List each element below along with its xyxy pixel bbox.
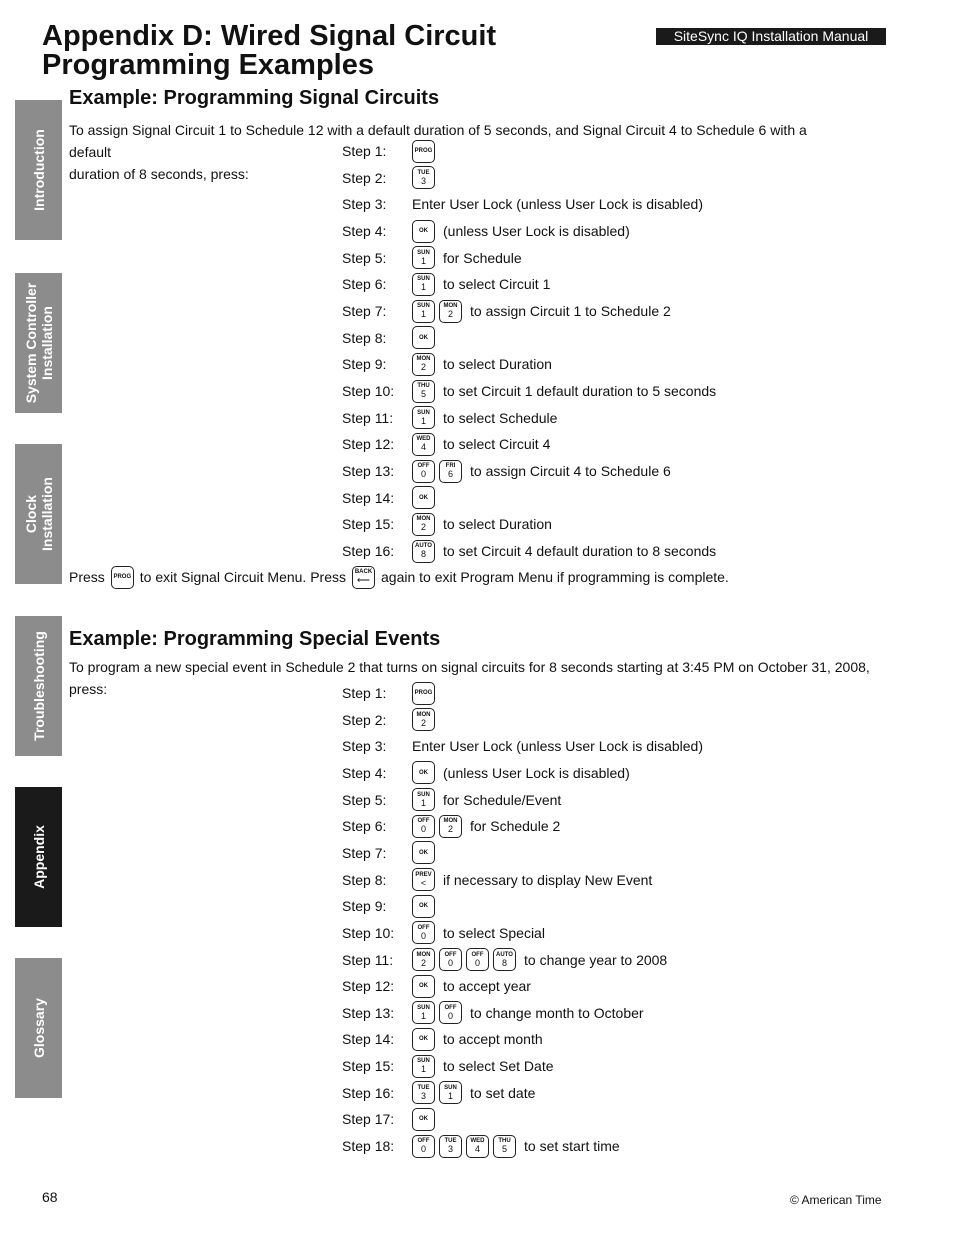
back-key [352, 566, 375, 589]
step-keys [412, 300, 462, 323]
step-keys [412, 1055, 435, 1078]
step-keys [412, 1001, 462, 1024]
step-text: for Schedule [443, 249, 522, 266]
keypad-key [412, 1135, 435, 1158]
step-keys [412, 682, 435, 705]
sidebar-tab-label-line: Clock [22, 494, 39, 534]
key-top-label: OFF [417, 924, 430, 931]
step-text: (unless User Lock is disabled) [443, 223, 630, 239]
step-text: to set Circuit 4 default duration to 8 seconds [443, 543, 717, 560]
step-row [342, 840, 435, 866]
step-label: Step 13: [342, 1004, 395, 1021]
sidebar-tab[interactable] [15, 787, 62, 927]
keypad-key [412, 1081, 435, 1104]
sidebar-tab-label [23, 477, 55, 551]
sidebar-tab-label [31, 825, 47, 889]
step-text: to assign Circuit 1 to Schedule 2 [470, 303, 671, 320]
step-label: Step 8: [342, 329, 387, 346]
step-label: Step 3: [342, 738, 387, 755]
keypad-key [439, 1135, 462, 1158]
step-row [342, 973, 531, 999]
key-top-label: SUN [417, 276, 430, 283]
step-row [342, 538, 716, 564]
page-title-line1: Appendix D: Wired Signal Circuit [42, 20, 497, 52]
key-top-label: OFF [417, 1138, 430, 1145]
keypad-key [412, 220, 435, 243]
step-label: Step 11: [342, 951, 394, 968]
step-text: to select Duration [443, 516, 552, 533]
step-text: to accept year [443, 978, 531, 995]
key-top-label: OK [419, 1036, 428, 1043]
keypad-key [412, 460, 435, 483]
step-row [342, 707, 435, 733]
key-bottom-label: 1 [420, 415, 426, 426]
step-label: Step 2: [342, 169, 387, 186]
key-bottom-label: 4 [474, 1144, 480, 1155]
step-text: to select Circuit 4 [443, 436, 551, 453]
keypad-key [412, 353, 435, 376]
step-text: to select Set Date [443, 1058, 554, 1075]
key-top-label: PROG [113, 574, 132, 580]
keypad-key [439, 815, 462, 838]
step-keys [412, 841, 435, 864]
key-bottom-label: 0 [420, 824, 426, 835]
key-bottom-label: 1 [420, 255, 426, 266]
step-keys [412, 1135, 516, 1158]
key-bottom-label: 2 [420, 522, 426, 533]
key-bottom-label: 1 [420, 309, 426, 320]
step-label: Step 8: [342, 871, 387, 888]
step-label: Step 15: [342, 1058, 395, 1075]
keypad-key [412, 948, 435, 971]
step-text: to change month to October [470, 1004, 644, 1021]
section-heading-signal-circuits: Example: Programming Signal Circuits [69, 87, 440, 109]
keypad-key [412, 433, 435, 456]
step-text: to set Circuit 1 default duration to 5 seconds [443, 383, 717, 400]
step-label: Step 3: [342, 196, 387, 213]
step-row [342, 760, 630, 786]
key-top-label: THU [498, 1138, 511, 1145]
step-label: Step 6: [342, 818, 387, 835]
step-keys [412, 380, 435, 403]
key-bottom-label: 1 [447, 1090, 453, 1101]
step-label: Step 16: [342, 1084, 395, 1101]
keypad-key [412, 788, 435, 811]
key-top-label: OK [419, 1116, 428, 1123]
step-keys [412, 486, 435, 509]
key-bottom-label: < [420, 877, 427, 888]
key-bottom-label: 2 [420, 957, 426, 968]
step-text: to select Special [443, 924, 545, 941]
key-top-label: WED [470, 1138, 485, 1145]
key-top-label: SUN [417, 409, 430, 416]
keypad-key [412, 140, 435, 163]
keypad-key [412, 1055, 435, 1078]
keypad-key [412, 841, 435, 864]
keypad-key [412, 513, 435, 536]
key-bottom-label: 0 [420, 930, 426, 941]
step-text: to select Duration [443, 356, 552, 373]
step-keys [412, 1081, 462, 1104]
key-bottom-label: 3 [420, 175, 426, 186]
step-row [342, 218, 630, 244]
step-row [342, 1133, 620, 1159]
key-top-label: MON [416, 951, 431, 958]
key-top-label: OK [419, 494, 428, 501]
step-row [342, 733, 703, 759]
key-top-label: SUN [417, 791, 430, 798]
step-keys [412, 246, 435, 269]
step-keys [412, 1108, 435, 1131]
key-bottom-label: ⟵ [357, 575, 370, 585]
key-bottom-label: 1 [420, 1064, 426, 1075]
step-text: if necessary to display New Event [443, 871, 653, 888]
key-top-label: SUN [417, 1058, 430, 1065]
key-bottom-label: 1 [420, 1010, 426, 1021]
key-bottom-label: 0 [420, 469, 426, 480]
step-row [342, 271, 550, 297]
sidebar-tab[interactable] [15, 444, 62, 584]
keypad-key [412, 921, 435, 944]
step-keys [412, 460, 462, 483]
keypad-key [439, 948, 462, 971]
key-top-label: FRI [445, 463, 456, 470]
press-word: Press [69, 569, 105, 585]
step-keys [412, 1028, 435, 1051]
step-row [342, 405, 557, 431]
key-top-label: TUE [417, 169, 430, 176]
key-bottom-label: 2 [447, 824, 453, 835]
key-top-label: SUN [444, 1084, 457, 1091]
keypad-key [412, 540, 435, 563]
key-bottom-label: 0 [420, 1144, 426, 1155]
key-top-label: WED [416, 436, 431, 443]
keypad-key [412, 1001, 435, 1024]
key-top-label: THU [417, 383, 430, 390]
key-top-label: OK [419, 334, 428, 341]
step-label: Step 5: [342, 249, 387, 266]
step-keys [412, 868, 435, 891]
key-bottom-label: 0 [447, 1010, 453, 1021]
step-row [342, 325, 435, 351]
step-label: Step 9: [342, 356, 387, 373]
sidebar-tab[interactable] [15, 616, 62, 756]
step-label: Step 14: [342, 1031, 395, 1048]
step-label: Step 11: [342, 409, 394, 426]
step-label: Step 6: [342, 276, 387, 293]
keypad-key [412, 380, 435, 403]
step-row [342, 165, 435, 191]
page-number: 68 [42, 1189, 58, 1205]
step-row [342, 867, 652, 893]
key-top-label: MON [416, 711, 431, 718]
step-label: Step 15: [342, 516, 395, 533]
step-row [342, 947, 667, 973]
step-row [342, 1053, 554, 1079]
key-bottom-label: 6 [447, 469, 453, 480]
sidebar-tab[interactable] [15, 958, 62, 1098]
keypad-key [412, 761, 435, 784]
step-row [342, 1000, 644, 1026]
key-bottom-label: 3 [420, 1090, 426, 1101]
key-top-label: TUE [417, 1084, 430, 1091]
step-text: to select Schedule [443, 409, 558, 426]
step-keys [412, 975, 435, 998]
sidebar-tab-label-line: Installation [38, 477, 55, 551]
step-label: Step 2: [342, 711, 387, 728]
keypad-key [412, 868, 435, 891]
step-label: Step 7: [342, 844, 387, 861]
step-keys [412, 815, 462, 838]
exit-text-middle: to exit Signal Circuit Menu. Press [139, 569, 346, 585]
step-row [342, 787, 561, 813]
keypad-key [439, 1081, 462, 1104]
step-row [342, 138, 435, 164]
intro-line-1: To assign Signal Circuit 1 to Schedule 12 with a default duration of 5 seconds, and Signal Circuit 4 to Schedule 6 with a default [69, 122, 807, 160]
sidebar-tab-label [31, 631, 47, 741]
sidebar-tab-label-line: Glossary [30, 998, 47, 1058]
key-top-label: OFF [417, 463, 430, 470]
keypad-key [493, 948, 516, 971]
key-top-label: OK [419, 228, 428, 234]
step-keys [412, 513, 435, 536]
intro-line-2: duration of 8 seconds, press: [69, 166, 249, 182]
key-bottom-label: 5 [420, 389, 426, 400]
sidebar-tab[interactable] [15, 273, 62, 413]
keypad-key [412, 246, 435, 269]
key-top-label: SUN [417, 303, 430, 310]
key-top-label: AUTO [496, 951, 513, 958]
step-text: for Schedule 2 [470, 818, 561, 835]
sidebar-tab-label-line: System Controller [22, 282, 39, 404]
step-label: Step 4: [342, 764, 387, 781]
keypad-key [352, 566, 375, 589]
sidebar-tab-label [31, 998, 47, 1058]
step-keys [412, 353, 435, 376]
key-bottom-label: 1 [420, 282, 426, 293]
step-label: Step 4: [342, 223, 387, 239]
step-label: Step 16: [342, 543, 395, 560]
key-top-label: OFF [417, 818, 430, 825]
step-row [342, 245, 522, 271]
keypad-key [412, 486, 435, 509]
keypad-key [412, 326, 435, 349]
sidebar-tab-label-line: Appendix [30, 825, 47, 889]
keypad-key [439, 1001, 462, 1024]
special-events-intro: To program a new special event in Schedule 2 that turns on signal circuits for 8 seconds starting at 3:45 PM on October 31, 2008, press: [69, 659, 870, 697]
step-text: to set start time [524, 1138, 620, 1155]
step-keys [412, 166, 435, 189]
key-bottom-label: 2 [420, 362, 426, 373]
step-keys [412, 406, 435, 429]
step-row [342, 813, 560, 839]
key-top-label: OK [419, 849, 428, 856]
keypad-key [412, 1028, 435, 1051]
step-keys [412, 788, 435, 811]
key-top-label: PROG [414, 690, 433, 696]
step-label: Step 12: [342, 978, 395, 995]
key-top-label: OK [419, 769, 428, 776]
step-text: Enter User Lock (unless User Lock is disabled) [412, 738, 704, 755]
keypad-key [466, 948, 489, 971]
page-title [42, 22, 496, 80]
step-text: for Schedule/Event [443, 791, 562, 808]
step-label: Step 7: [342, 303, 387, 320]
sidebar-tab-label-line: Installation [38, 306, 55, 380]
key-top-label: TUE [444, 1138, 457, 1145]
step-text: to accept month [443, 1031, 543, 1048]
step-label: Step 9: [342, 898, 387, 915]
key-bottom-label: 4 [420, 442, 426, 453]
step-keys [412, 140, 435, 163]
key-bottom-label: 0 [474, 957, 480, 968]
step-keys [412, 708, 435, 731]
step-row [342, 511, 552, 537]
sidebar-tab-label [23, 283, 55, 404]
key-top-label: AUTO [415, 543, 432, 550]
keypad-key [466, 1135, 489, 1158]
step-keys [412, 326, 435, 349]
step-label: Step 18: [342, 1138, 395, 1155]
keypad-key [412, 815, 435, 838]
manual-title-badge: SiteSync IQ Installation Manual [656, 28, 886, 45]
step-row [342, 298, 671, 324]
key-top-label: BACK [354, 569, 373, 575]
step-text: to set date [470, 1084, 536, 1101]
keypad-key [412, 895, 435, 918]
step-label: Step 1: [342, 685, 387, 701]
copyright-notice: © American Time [790, 1193, 882, 1207]
key-bottom-label: 2 [420, 717, 426, 728]
sidebar-tab[interactable] [15, 100, 62, 240]
prog-key [111, 566, 134, 589]
keypad-key [412, 406, 435, 429]
sidebar-tab-label-line: Troubleshooting [30, 631, 47, 741]
step-row [342, 1026, 543, 1052]
key-top-label: MON [443, 303, 458, 310]
step-row [342, 680, 435, 706]
step-keys [412, 540, 435, 563]
signal-circuits-intro [69, 119, 829, 185]
keypad-key [412, 975, 435, 998]
keypad-key [111, 566, 134, 589]
key-bottom-label: 0 [447, 957, 453, 968]
key-top-label: OFF [444, 1004, 457, 1011]
keypad-key [439, 460, 462, 483]
step-label: Step 12: [342, 436, 395, 453]
key-top-label: SUN [417, 1004, 430, 1011]
step-row [342, 893, 435, 919]
key-top-label: MON [443, 818, 458, 825]
step-text: Enter User Lock (unless User Lock is disabled) [412, 196, 704, 213]
step-keys [412, 273, 435, 296]
step-text: (unless User Lock is disabled) [443, 764, 630, 781]
key-top-label: MON [416, 516, 431, 523]
step-label: Step 10: [342, 924, 395, 941]
exit-text-end: again to exit Program Menu if programming is complete. [381, 569, 729, 585]
step-keys [412, 220, 435, 243]
step-keys [412, 433, 435, 456]
step-row [342, 485, 435, 511]
step-label: Step 1: [342, 143, 387, 159]
step-row [342, 458, 671, 484]
step-row [342, 191, 703, 217]
key-top-label: PROG [414, 148, 433, 154]
step-label: Step 17: [342, 1111, 395, 1128]
sidebar-tab-label-line: Introduction [30, 129, 47, 211]
key-bottom-label: 8 [501, 957, 507, 968]
key-bottom-label: 8 [420, 549, 426, 560]
key-top-label: PREV [415, 871, 432, 878]
key-top-label: OFF [471, 951, 484, 958]
step-text: to change year to 2008 [524, 951, 668, 968]
section-heading-special-events: Example: Programming Special Events [69, 628, 441, 650]
step-text: to assign Circuit 4 to Schedule 6 [470, 463, 671, 480]
page-title-line2: Programming Examples [42, 49, 374, 81]
key-top-label: OK [419, 983, 428, 990]
keypad-key [493, 1135, 516, 1158]
step-row [342, 431, 550, 457]
key-top-label: SUN [417, 249, 430, 256]
step-keys [412, 921, 435, 944]
keypad-key [439, 300, 462, 323]
exit-instructions [69, 565, 729, 589]
keypad-key [412, 166, 435, 189]
key-top-label: MON [416, 356, 431, 363]
step-label: Step 10: [342, 383, 395, 400]
step-label: Step 5: [342, 791, 387, 808]
step-keys [412, 948, 516, 971]
step-label: Step 13: [342, 463, 395, 480]
key-bottom-label: 5 [501, 1144, 507, 1155]
step-row [342, 378, 716, 404]
key-bottom-label: 1 [420, 797, 426, 808]
step-text: to select Circuit 1 [443, 276, 551, 293]
step-row [342, 1080, 535, 1106]
key-top-label: OFF [444, 951, 457, 958]
keypad-key [412, 300, 435, 323]
step-keys [412, 761, 435, 784]
keypad-key [412, 1108, 435, 1131]
keypad-key [412, 682, 435, 705]
step-row [342, 1106, 435, 1132]
key-bottom-label: 2 [447, 309, 453, 320]
step-label: Step 14: [342, 489, 395, 506]
sidebar-tab-label [31, 129, 47, 211]
keypad-key [412, 708, 435, 731]
key-bottom-label: 3 [447, 1144, 453, 1155]
step-keys [412, 895, 435, 918]
step-row [342, 920, 545, 946]
key-top-label: OK [419, 903, 428, 910]
keypad-key [412, 273, 435, 296]
step-row [342, 351, 552, 377]
